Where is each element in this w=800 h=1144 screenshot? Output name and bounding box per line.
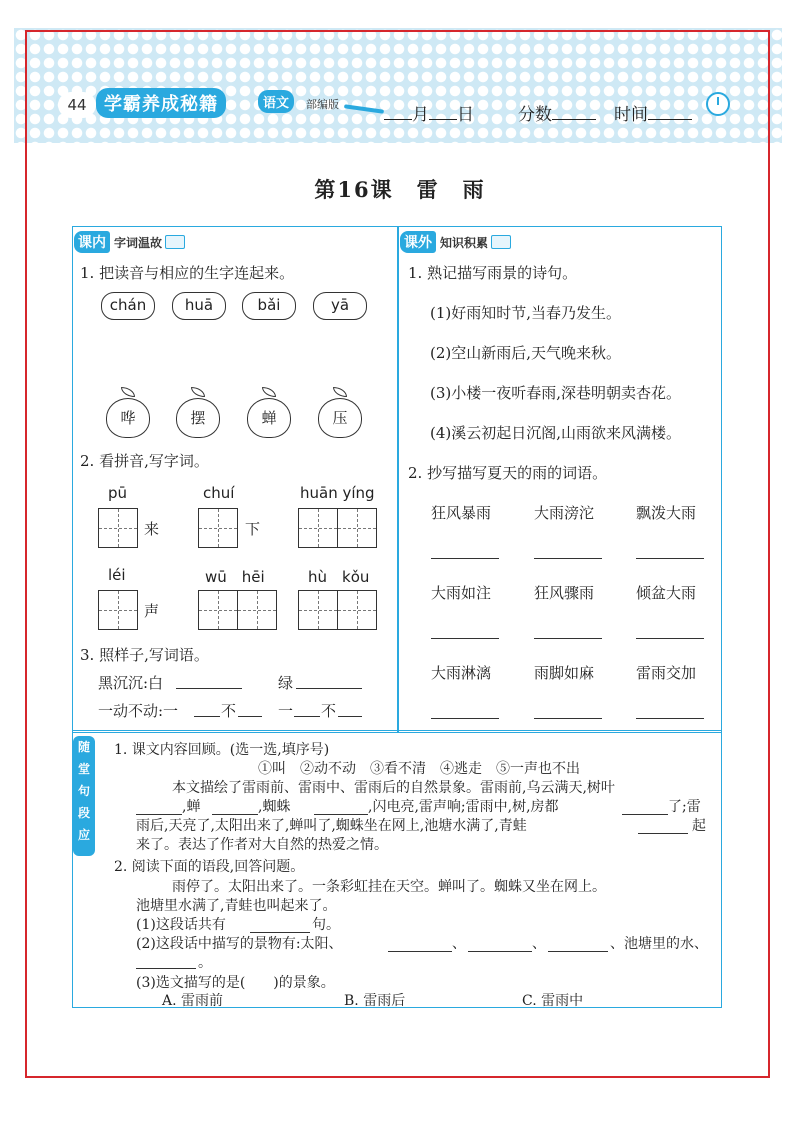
choice-b[interactable]: B. 雷雨后 xyxy=(344,993,406,1009)
example-2b: 一 xyxy=(278,702,294,720)
answer-blank[interactable] xyxy=(194,716,220,717)
rain-word: 飘泼大雨 xyxy=(636,504,697,522)
sub-question-2-end: 、池塘里的水、 xyxy=(610,936,708,952)
book-icon xyxy=(165,235,185,249)
clock-icon xyxy=(706,92,730,116)
review-text: 了;雷 xyxy=(668,799,701,815)
write-grid[interactable] xyxy=(298,508,375,548)
character-apple[interactable]: 摆 xyxy=(176,398,220,438)
in-class-tag: 课内 字词温故 xyxy=(74,231,185,253)
write-pinyin: wū hēi xyxy=(205,568,265,586)
review-text: ,蜘蛛 xyxy=(258,799,291,815)
poem-line: (3)小楼一夜听春雨,深巷明朝卖杏花。 xyxy=(430,384,682,402)
write-pinyin: pū xyxy=(108,484,128,502)
poem-line: (1)好雨知时节,当春乃发生。 xyxy=(430,304,622,322)
page-number: 44 xyxy=(58,92,96,118)
copy-blank[interactable] xyxy=(636,558,704,559)
rain-word: 雷雨交加 xyxy=(636,664,697,682)
fill-blank[interactable] xyxy=(388,951,452,952)
pinyin-cloud[interactable]: bǎi xyxy=(242,292,296,320)
answer-blank[interactable] xyxy=(294,716,320,717)
left-q1: 1. 把读音与相应的生字连起来。 xyxy=(80,264,295,282)
copy-blank[interactable] xyxy=(431,638,499,639)
poem-line: (2)空山新雨后,天气晚来秋。 xyxy=(430,344,622,362)
example-2: 一动不动:一 xyxy=(98,702,179,720)
lesson-title: 第16课 雷 雨 xyxy=(314,177,486,202)
copy-blank[interactable] xyxy=(636,718,704,719)
write-suffix: 声 xyxy=(144,602,160,620)
write-pinyin: hù kǒu xyxy=(308,568,370,586)
review-text: 起 xyxy=(692,818,706,834)
character-apple[interactable]: 哗 xyxy=(106,398,150,438)
review-text: ,蝉 xyxy=(182,799,201,815)
right-q2: 2. 抄写描写夏天的雨的词语。 xyxy=(408,464,608,482)
review-text: ,闪电亮,雷声响;雷雨中,树,房都 xyxy=(368,799,559,815)
example-2b-mid: 不 xyxy=(321,702,337,720)
write-pinyin: huān yíng xyxy=(300,484,375,502)
left-q2: 2. 看拼音,写字词。 xyxy=(80,452,209,470)
fill-blank[interactable] xyxy=(136,968,196,969)
pinyin-cloud[interactable]: chán xyxy=(101,292,155,320)
date-field: 月 日 xyxy=(384,100,474,125)
left-q3: 3. 照样子,写词语。 xyxy=(80,646,209,664)
right-q1: 1. 熟记描写雨景的诗句。 xyxy=(408,264,578,282)
example-1: 黑沉沉:白 xyxy=(98,674,164,692)
write-grid[interactable] xyxy=(98,590,137,630)
fill-blank[interactable] xyxy=(468,951,532,952)
write-grid[interactable] xyxy=(198,508,237,548)
score-field: 分数 xyxy=(518,100,596,125)
time-field: 时间 xyxy=(614,100,692,125)
fill-blank[interactable] xyxy=(548,951,608,952)
sub-question-1: (1)这段话共有 xyxy=(136,917,226,933)
brand-logo: 学霸养成秘籍 xyxy=(96,88,226,118)
fill-blank[interactable] xyxy=(622,814,668,815)
bottom-q1: 1. 课文内容回顾。(选一选,填序号) xyxy=(114,742,330,758)
write-grid[interactable] xyxy=(198,590,275,630)
copy-blank[interactable] xyxy=(534,718,602,719)
rain-word: 狂风骤雨 xyxy=(534,584,595,602)
rain-word: 大雨淋漓 xyxy=(431,664,492,682)
rain-word: 雨脚如麻 xyxy=(534,664,595,682)
rain-word: 倾盆大雨 xyxy=(636,584,697,602)
option-list: ①叫 ②动不动 ③看不清 ④逃走 ⑤一声也不出 xyxy=(258,761,580,777)
sub-question-3: (3)选文描写的是( )的景象。 xyxy=(136,975,335,991)
copy-blank[interactable] xyxy=(431,558,499,559)
rain-word: 大雨如注 xyxy=(431,584,492,602)
write-suffix: 来 xyxy=(144,520,160,538)
copy-blank[interactable] xyxy=(431,718,499,719)
sub-question-2: (2)这段话中描写的景物有:太阳、 xyxy=(136,936,343,952)
separator: 、 xyxy=(452,936,466,952)
answer-blank[interactable] xyxy=(296,688,362,689)
answer-blank[interactable] xyxy=(338,716,362,717)
answer-blank[interactable] xyxy=(238,716,262,717)
review-text: 来了。表达了作者对大自然的热爱之情。 xyxy=(136,837,388,853)
bottom-q2: 2. 阅读下面的语段,回答问题。 xyxy=(114,859,305,875)
write-grid[interactable] xyxy=(98,508,137,548)
write-grid[interactable] xyxy=(298,590,375,630)
copy-blank[interactable] xyxy=(534,558,602,559)
character-apple[interactable]: 蝉 xyxy=(247,398,291,438)
extracurricular-tag: 课外 知识积累 xyxy=(400,231,511,253)
example-2-mid: 不 xyxy=(221,702,237,720)
subject-badge: 语文 xyxy=(258,90,294,113)
poem-line: (4)溪云初起日沉阁,山雨欲来风满楼。 xyxy=(430,424,682,442)
rain-word: 狂风暴雨 xyxy=(431,504,492,522)
copy-blank[interactable] xyxy=(636,638,704,639)
book-icon xyxy=(491,235,511,249)
separator: 、 xyxy=(532,936,546,952)
pinyin-cloud[interactable]: huā xyxy=(172,292,226,320)
edition-label: 部编版 xyxy=(306,98,339,111)
pinyin-cloud[interactable]: yā xyxy=(313,292,367,320)
review-text: 本文描绘了雷雨前、雷雨中、雷雨后的自然景象。雷雨前,乌云满天,树叶 xyxy=(172,780,615,796)
practice-tag: 随 堂 句 段 应 xyxy=(73,736,95,856)
write-pinyin: léi xyxy=(108,566,126,584)
rain-word: 大雨滂沱 xyxy=(534,504,595,522)
copy-blank[interactable] xyxy=(534,638,602,639)
passage-line: 雨停了。太阳出来了。一条彩虹挂在天空。蝉叫了。蜘蛛又坐在网上。 xyxy=(172,879,606,895)
example-1b: 绿 xyxy=(278,674,294,692)
character-apple[interactable]: 压 xyxy=(318,398,362,438)
review-text: 雨后,天亮了,太阳出来了,蝉叫了,蜘蛛坐在网上,池塘水满了,青蛙 xyxy=(136,818,527,834)
write-pinyin: chuí xyxy=(203,484,235,502)
choice-c[interactable]: C. 雷雨中 xyxy=(522,993,584,1009)
write-suffix: 下 xyxy=(245,520,261,538)
answer-blank[interactable] xyxy=(176,688,242,689)
choice-a[interactable]: A. 雷雨前 xyxy=(162,993,224,1009)
fill-blank[interactable] xyxy=(638,833,688,834)
passage-line: 池塘里水满了,青蛙也叫起来了。 xyxy=(136,898,337,914)
sub-question-1-end: 句。 xyxy=(312,917,340,933)
sub-question-2-tail: 。 xyxy=(198,955,212,971)
